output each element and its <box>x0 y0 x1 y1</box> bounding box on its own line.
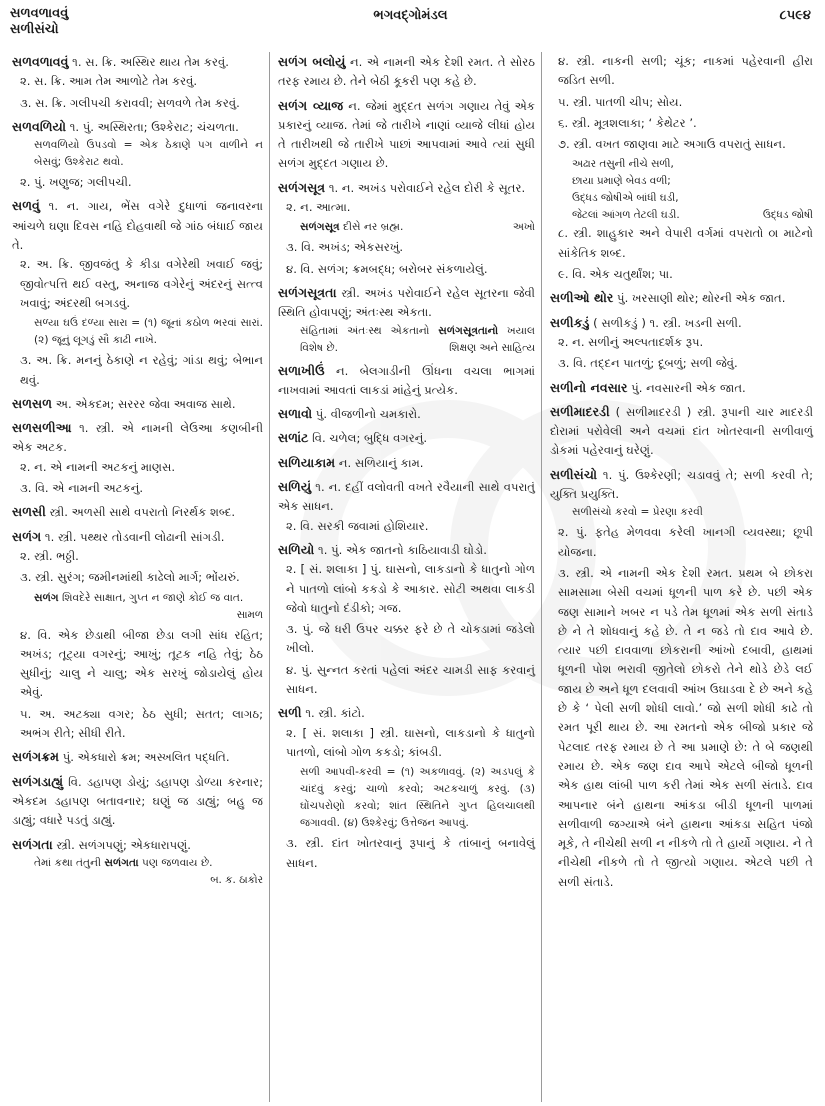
headword: સળવું <box>12 198 40 214</box>
headword: સળસળ <box>12 395 53 411</box>
sense-text: ૩. સ્ત્રી. એ નામની એક દેશી રમત. પ્રથમ બે છોકરા સામસામા બેસી વચમાં ધૂળની પાળ કરે છે. પછી એક જણ સામાને ખબર ન પડે તેમ ધૂળમાં એક સળી સંતાડે છે ને તે શોધવાનું કહે છે. તે ન જડે તો દાવ આવે છે. ત્યાર પછી દાવવાળા છોકરાની આંખો દબાવી, હાથમાં ધૂળની પોશ ભરાવી જીતેલો છોકરો તેને થોડે છેડે લઈ જાય છે અને ધૂળ દલવાવી આંખ ઉઘાડવા દે છે અને કહે છે કે ‘ પેલી સળી શોધી લાવો.’ જો સળી શોધી કાઢે તો રમત પૂરી થાય છે. આ રમતનો એક બીજો પ્રકાર જે પેટલાદ તરફ રમાય છે તે આ પ્રમાણે છે: તે બે જણથી રમાય છે. એક જણ દાવ આપે એટલે બીજો ધૂળની એક હાથ લાંબી પાળ કરી તેમાં એક સળી સંતાડે. દાવ આપનાર બંને હાથના આંકડા બીડી ધૂળની પાળમાં સળીવાળી જગ્યાએ બંને હાથના આંકડા સહિત પંજો મૂકે, તે નીચેથી સળી ન નીકળે તો તે હાર્યો ગણાય. ને તે નીચેથી નીકળે તો તે જીત્યો ગણાય. એટલે પછી તે સળી સંતાડે. <box>558 565 813 889</box>
sense-text: ૪. વિ. એક છેડાથી બીજા છેડા લગી સાંધ રહિત; અખંડ; તૂટ્યા વગરનું; આખું; તૂટક નહિ તેવું; ઠેઠ સુધીનું; ચાલુ ને ચાલુ; એક સરખું જોડાયેલું હોય એવું. <box>20 627 263 700</box>
sense-text: ૧. ન. ગાય, ભેંસ વગેરે દુધાળાં જનાવરના આંચળે ઘણા દિવસ નહિ દોહવાથી જે ગાંઠ બંધાઈ જાય તે. <box>12 199 264 253</box>
headword: સળંગસૂત્ર <box>278 179 326 195</box>
headword: સળીઓ થોર <box>550 290 614 306</box>
sense-text: ૩. વિ. એ નામની અટકનું. <box>20 481 144 496</box>
sense-text: ૧. પું. એક જાતનો કાઠિયાવાડી ઘોડો. <box>318 542 487 557</box>
sense-text: વિ. ડહાપણ ડોયું; ડહાપણ ડોળ્યા કરનાર; એકદમ ડહાપણ બતાવનાર; ઘણું જ ડાહ્યું; બહુ જ ડાહ્યું; વધારે પડતું ડાહ્યું. <box>12 774 263 828</box>
headword-variant: ( સળીમાદરડી ) <box>615 404 692 419</box>
sense-text: ૪. સ્ત્રી. નાકની સળી; ચૂંક; નાકમાં પહેરવાની હીરા જડિત સળી. <box>558 54 813 88</box>
dictionary-entry <box>278 540 535 699</box>
entry-first-line <box>12 502 263 522</box>
dictionary-entry <box>278 703 535 872</box>
entry-first-line <box>12 52 263 72</box>
entry-first-line <box>12 394 263 414</box>
sense-text: ન. બેલગાડીની ઊંધના વચલા ભાગમાં નાખવામાં આવતાં લાકડાં માંહેનું પ્રત્યેક. <box>278 363 535 397</box>
entry-first-line <box>278 477 535 517</box>
quote-text: દીસે નર બ્રહ્મ. <box>339 221 404 234</box>
dictionary-entry <box>12 52 263 113</box>
sense-text: ૩. સ. ક્રિ. ગલીપચી કરાવવી; સળવળે તેમ કરવું. <box>20 95 240 110</box>
sense-text: ન. એ નામની એક દેશી રમત. તે સોરઠ તરફ રમાય છે. તેને બેઠી કૂકરી પણ કહે છે. <box>278 55 536 89</box>
sense-text: ૩. વિ. તદ્દન પાતળું; દૂબળું; સળી જેવું. <box>558 356 738 371</box>
headword: સળિયાકામ <box>278 454 336 470</box>
headword: સળીકડું <box>550 314 590 330</box>
headword: સળાખીઉં <box>278 362 325 378</box>
dictionary-entry <box>12 835 263 889</box>
page-number: ૮૫૯૪ <box>779 8 811 23</box>
quote-source: અખો <box>512 221 535 234</box>
entry-first-line <box>278 703 535 723</box>
quote-text: ખયાલ વિશેષ છે. <box>300 324 535 354</box>
column-1 <box>6 52 270 1102</box>
dictionary-entry <box>550 313 813 374</box>
dictionary-entry <box>550 378 813 398</box>
dictionary-entry <box>278 52 535 92</box>
headword: સળવળિયો <box>12 118 67 134</box>
sense-text: વિ. ચળેલ; બુદ્ધિ વગરનું. <box>312 431 428 446</box>
sense-text: ૧. સ. ક્રિ. અસ્થિર થાય તેમ કરવું. <box>72 55 229 69</box>
sense-text: પું. વીજળીનો ચમકારો. <box>315 407 421 422</box>
sense-text: ૨. સ. ક્રિ. આમ તેમ આળોટે તેમ કરવું. <box>20 74 198 89</box>
headword: સળિયું <box>278 479 312 495</box>
quote-source: શિક્ષણ અને સાહિત્ય <box>449 341 535 354</box>
verse-line: છાયા પ્રમાણે બેવડ વળી; <box>572 175 671 188</box>
entry-first-line <box>278 178 535 198</box>
sense-text: ૧. ન. અખંડ પરોવાઈને રહેલ દોરી કે સૂતર. <box>328 180 526 195</box>
dictionary-entry <box>12 772 263 831</box>
headword: સળાંટ <box>278 430 309 446</box>
verse-line: ઉદ્ધડ જોષીએ બાંધી ઘડી, <box>572 192 679 205</box>
headword: સળી <box>278 705 302 721</box>
entry-first-line <box>12 527 263 547</box>
dictionary-title: ભગવદ્ગોમંડલ <box>373 8 448 23</box>
headword: સળીનો નવસાર <box>550 379 628 395</box>
dictionary-entry <box>278 453 535 473</box>
dictionary-entry <box>278 404 535 424</box>
sense-text: સ્ત્રી. અળસી સાથે વપરાતો નિરર્થક શબ્દ. <box>49 505 236 520</box>
sense-text: ૬. સ્ત્રી. મૂત્રશલાકા; ‘ કેથેટર ’. <box>558 115 697 130</box>
column-3 <box>542 52 819 1102</box>
headword: સળવળાવવું <box>12 54 69 69</box>
headword-variant: ( સળીકડું ) <box>593 315 646 330</box>
sense-text: ૩. અ. ક્રિ. મનનું ઠેકાણે ન રહેવું; ગાંડા થવું; બેભાન થવું. <box>20 353 263 387</box>
dictionary-entry <box>12 196 263 389</box>
dictionary-entry <box>550 465 813 892</box>
dictionary-entry <box>12 117 263 193</box>
sense-text: સ્ત્રી. અખંડ પરોવાઈને રહેલ સૂતરના જેવી સ્થિતિ હોવાપણું; અંતઃસ્થ એકતા. <box>278 285 536 320</box>
usage-quote <box>300 323 535 357</box>
dictionary-entry <box>12 527 263 744</box>
sense-text: ૨. પું. ખણુજ; ગલીપચી. <box>20 175 132 190</box>
entry-first-line <box>278 52 535 92</box>
headword: સળંગ <box>12 528 42 544</box>
quote-highlight: સળંગ <box>34 591 59 604</box>
column-2 <box>270 52 542 1102</box>
sense-text: સ્ત્રી. રૂપાની ચાર માદરડી દોરામાં પરોવેલી અને વચમાં દાંત ખોતરવાની સળીવાળું ડોકમાં પહેરવાનું ઘરેણું. <box>550 404 814 458</box>
quote-source: બ. ક. ઠાકોર <box>210 873 263 886</box>
entry-first-line <box>278 283 535 323</box>
page-header <box>10 6 811 52</box>
usage-quote <box>34 315 263 349</box>
sense-text: ૨. ન. સળીનું અલ્પતાદર્શક રૂપ. <box>558 334 704 349</box>
sense-text: ૧. સ્ત્રી. પથ્થર તોડવાની લોઢાની સાંગડી. <box>44 529 225 544</box>
sense-text: પું. નવસારની એક જાત. <box>631 380 746 395</box>
sense-text: ૨. વિ. સરકી જવામાં હોશિયાર. <box>286 518 429 533</box>
dictionary-entry <box>278 477 535 536</box>
headword: સળંગ બલોયું <box>278 54 346 69</box>
dictionary-entry <box>278 283 535 357</box>
sense-text: ૩. સ્ત્રી. સુરંગ; જમીનમાંથી કાઢેલો માર્ગ; ભોંયરું. <box>20 570 240 585</box>
sense-text: પું. એકધારો ક્રમ; અસ્ખલિત પદ્ધતિ. <box>62 750 230 765</box>
sense-text: ૨. અ. ક્રિ. જીવજંતુ કે કીડા વગેરેથી ખવાઈ જવું; જીવોત્પત્તિ થઈ વસ્તુ, અનાજ વગેરેનું અંદરનું સત્ત્વ ખવાવું; અંદરથી બગડવું. <box>20 257 263 310</box>
sense-text: ૨. ન. આત્મા. <box>286 200 351 215</box>
verse-line: જેટલાં આંગળ તેટલી ઘડી. <box>572 209 680 222</box>
headword: સળંગસૂત્રતા <box>278 284 337 300</box>
quote-highlight: સળંગતા <box>104 856 139 869</box>
quote-highlight: સળંગસૂત્ર <box>300 221 340 234</box>
quote-text: સળીસંચો કરવો = પ્રેરણા કરવી <box>572 506 703 519</box>
sense-text: ૯. વિ. એક ચતુર્થાંશ; પા. <box>558 267 673 282</box>
entry-first-line <box>12 117 263 137</box>
headword: સળંગ વ્યાજ <box>278 97 344 113</box>
dictionary-entry <box>278 428 535 448</box>
usage-quote <box>300 219 535 236</box>
entry-first-line <box>12 835 263 855</box>
entry-first-line <box>278 540 535 560</box>
sense-text: ૨. ન. એ નામની અટકનું માણસ. <box>20 459 176 474</box>
entry-first-line <box>278 428 535 448</box>
sense-text: ૨. પું. ફતેહ મેળવવા કરેલી ખાનગી વ્યવસ્થા; છૂપી યોજના. <box>558 525 813 559</box>
dictionary-entry <box>550 52 813 284</box>
headword: સળિયો <box>278 541 315 557</box>
sense-text: ૩. વિ. અખંડ; એકસરખું. <box>286 240 404 255</box>
dictionary-entry <box>278 178 535 279</box>
verse-line: અઢાર તસુની નીચે સળી, <box>572 158 674 171</box>
sense-text: ન. જેમાં મુદ્દત સળંગ ગણાય તેવું એક પ્રકારનું વ્યાજ. તેમાં જે તારીખે નાણાં વ્યાજે લીધાં હોય તે તારીખથી જે તારીખે પાછાં આપવામાં આવે ત્યાં સુધી સળંગ મુદ્દત ગણાય છે. <box>278 98 535 171</box>
sense-text: ૫. અ. અટક્યા વગર; ઠેઠ સુધી; સતત; લાગઠ; અભંગ રીતે; સીધી રીતે. <box>20 706 263 741</box>
dictionary-entry <box>12 747 263 767</box>
sense-text: ૧. પું. અસ્થિરતા; ઉશ્કેરાટ; ચંચળતા. <box>69 119 239 134</box>
sense-text: ૪. પું. સુન્નત કરતાં પહેલાં અંદર ચામડી સાફ કરવાનું સાધન. <box>286 662 535 697</box>
sense-text: ૨. [ સં. શલાકા ] પું. ઘાસનો, લાકડાનો કે ધાતુનો ગોળ ને પાતળો લાંબો કકડો કે આકાર. સોટી અથવા લાકડી જેવો ધાતુનો દંડીકો; ગજ. <box>286 562 535 615</box>
headword: સળસી <box>12 504 46 520</box>
sense-text: ૧. સ્ત્રી. કાંટો. <box>305 706 365 721</box>
headword: સળંગડાહ્યું <box>12 773 64 789</box>
sense-text: ૨. [ સં. શલાકા ] સ્ત્રી. ઘાસનો, લાકડાનો કે ધાતુનો પાતળો, લાંબો ગોળ કકડો; કાંબડી. <box>286 725 535 759</box>
entry-first-line <box>550 313 813 333</box>
dictionary-entry <box>278 96 535 174</box>
sense-text: ૫. સ્ત્રી. પાતળી ચીપ; સોય. <box>558 94 683 109</box>
quote-text: સળ્યા ઘઉં દળ્યા સારા = (૧) જૂનાં કઠોળ ભરવાં સારાં. (૨) જૂનું લૂગડું સૌ કાઢી નાખે. <box>34 317 263 347</box>
quote-text-pre: સંહિતામાં અંતઃસ્થ એકતાનો <box>300 324 439 337</box>
sense-text: ૧. સ્ત્રી. ખડની સળી. <box>649 315 742 330</box>
usage-quote <box>34 855 263 889</box>
sense-text: સ્ત્રી. સળંગપણું; એકધારાપણું. <box>56 837 191 852</box>
entry-first-line <box>550 402 813 461</box>
sense-text: ૮. સ્ત્રી. શાહુકાર અને વેપારી વર્ગમાં વપરાતો ૦। માટેનો સાંકેતિક શબ્દ. <box>558 226 813 260</box>
quote-text: પણ જળવાય છે. <box>138 856 213 869</box>
sense-text: ૩. પું. જે ધરી ઉપર ચક્કર ફરે છે તે ચોકડામાં જડેલો ખીલો. <box>286 622 535 656</box>
headword: સળંગક્રમ <box>12 749 59 765</box>
guide-word-last: સળીસંચો <box>10 22 59 37</box>
sense-text: ૪. વિ. સળંગ; ક્રમબદ્ધ; બરોબર સંકળાયેલું. <box>286 261 488 276</box>
entry-first-line <box>12 196 263 255</box>
entry-first-line <box>550 378 813 398</box>
guide-word-first: સળવળાવવું <box>10 6 69 21</box>
entry-first-line <box>550 288 813 308</box>
quote-highlight: સળંગસૂત્રતાનો <box>438 324 499 337</box>
sense-text: ૧. સ્ત્રી. એ નામની લેઉઆ કણબીની એક અટક. <box>12 421 264 455</box>
entry-first-line <box>550 465 813 505</box>
dictionary-entry <box>278 361 535 401</box>
headword: સળસળીઆ <box>12 420 72 436</box>
sense-text: ૧. ન. દહીં વલોવતી વખતે રવૈયાની સાથે વપરાતું એક સાધન. <box>278 480 535 514</box>
sense-text: ૨. સ્ત્રી. ભઠ્ઠી. <box>20 548 79 563</box>
quote-text: શિવદેરે સાક્ષાત, ગુપ્ત ન જાણે કોઈ જ વાત. <box>58 591 244 604</box>
sense-text: ૩. સ્ત્રી. દાંત ખોતરવાનું રૂપાનું કે તાંબાનું બનાવેલું સાધન. <box>286 836 535 870</box>
verse-quote <box>572 156 813 224</box>
dictionary-entry <box>12 502 263 522</box>
sense-text: ન. સળિયાનું કામ. <box>338 455 424 470</box>
quote-text: સળવળિયો ઉપડવો = એક ઠેકાણે પગ વાળીને ન બેસવું; ઉશ્કેરાટ થવો. <box>34 139 263 169</box>
quote-text-pre: તેમાં કથા તંતુની <box>34 856 105 869</box>
headword: સળીમાદરડી <box>550 403 610 419</box>
dictionary-entry <box>12 418 263 498</box>
sense-text: ૧. પું. ઉશ્કેરણી; ચડાવવું તે; સળી કરવી તે; યુક્તિ પ્રયુક્તિ. <box>550 467 813 502</box>
sense-text: પું. ખરસાણી થોર; થોરની એક જાત. <box>617 291 786 306</box>
entry-first-line <box>278 96 535 174</box>
entry-first-line <box>278 453 535 473</box>
sense-text: અ. એકદમ; સરરર જેવા અવાજ સાથે. <box>55 396 236 411</box>
headword: સળીસંચો <box>550 466 598 482</box>
headword: સળંગતા <box>12 836 53 852</box>
entry-first-line <box>12 772 263 831</box>
quote-text: સળી આપવી-કરવી = (૧) અકળાવવું. (૨) અડપલું કે ચાંદવું કરવું; ચાળો કરવો; અટકચાળું કરવું. (૩) ઘોંચપરોણો કરવો; શાંત સ્થિતિને ગુપ્ત હિલચાલથી જગાવવી. (૪) ઉશ્કેરવું; ઉત્તેજન આપવું. <box>300 766 535 830</box>
headword: સળાવો <box>278 406 313 422</box>
entry-first-line <box>278 361 535 401</box>
verse-source: ઉદ્ધડ જોષી <box>762 209 813 222</box>
entry-first-line <box>12 747 263 767</box>
dictionary-entry <box>550 288 813 308</box>
sense-text: ૭. સ્ત્રી. વખત જાણવા માટે અગાઉ વપરાતું સાધન. <box>558 137 786 152</box>
entry-first-line <box>278 404 535 424</box>
dictionary-columns <box>6 52 819 1102</box>
usage-quote <box>34 590 263 624</box>
dictionary-entry <box>550 402 813 461</box>
usage-quote <box>34 137 263 171</box>
entry-first-line <box>12 418 263 458</box>
usage-quote <box>572 504 813 521</box>
usage-quote <box>300 764 535 832</box>
quote-source: સામળ <box>236 608 263 621</box>
dictionary-entry <box>12 394 263 414</box>
